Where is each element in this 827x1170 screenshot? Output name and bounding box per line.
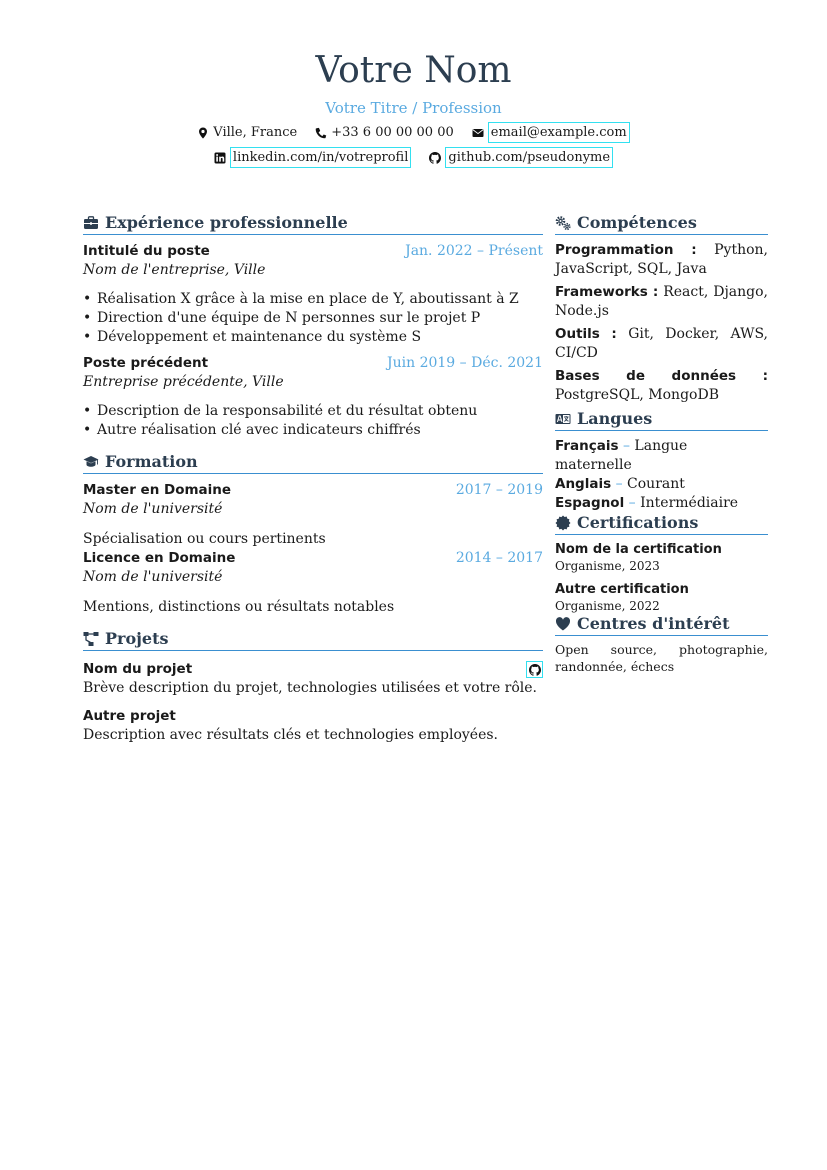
skill-value: PostgreSQL, MongoDB bbox=[555, 387, 719, 403]
job-dates: Jan. 2022 – Présent bbox=[405, 243, 543, 259]
project-github-link[interactable] bbox=[526, 661, 543, 678]
location-text: Ville, France bbox=[213, 125, 298, 140]
education-header bbox=[83, 481, 543, 500]
dash-separator: – bbox=[628, 495, 636, 511]
skill-item bbox=[555, 325, 768, 363]
linkedin-icon bbox=[214, 152, 226, 164]
education-entry bbox=[83, 481, 543, 549]
language-level: Langue maternelle bbox=[555, 438, 688, 473]
certification-item bbox=[555, 581, 768, 614]
github-link[interactable]: github.com/pseudonyme bbox=[445, 147, 613, 168]
linkedin-link[interactable]: linkedin.com/in/votreprofil bbox=[230, 147, 411, 168]
job-entry bbox=[83, 242, 543, 347]
project-entry bbox=[83, 660, 543, 698]
bullet-item: • Réalisation X grâce à la mise en place de Y, aboutissant à Z bbox=[97, 290, 543, 309]
experience-title-text: Expérience professionnelle bbox=[105, 213, 348, 232]
email-item[interactable] bbox=[472, 122, 630, 143]
language-item bbox=[555, 494, 768, 513]
bullet-item: • Direction d'une équipe de N personnes sur le projet P bbox=[97, 309, 543, 328]
heart-icon bbox=[555, 616, 571, 632]
language-name: Anglais bbox=[555, 476, 612, 492]
github-icon bbox=[429, 152, 441, 164]
dash-separator: – bbox=[622, 438, 630, 454]
job-role: Poste précédent bbox=[83, 355, 209, 371]
full-name: Votre Nom bbox=[315, 50, 512, 91]
language-name: Français bbox=[555, 438, 619, 454]
skill-value: Python, JavaScript, SQL, Java bbox=[555, 242, 768, 277]
job-dates: Juin 2019 – Déc. 2021 bbox=[387, 355, 543, 371]
envelope-icon bbox=[472, 127, 484, 139]
dash-separator: – bbox=[615, 476, 623, 492]
skills-title-text: Compétences bbox=[577, 213, 697, 232]
interests-title-text: Centres d'intérêt bbox=[577, 614, 730, 633]
project-diagram-icon bbox=[83, 631, 99, 647]
job-company: Entreprise précédente, Ville bbox=[83, 374, 284, 390]
languages-list bbox=[555, 437, 768, 513]
project-header bbox=[83, 707, 543, 726]
job-bullets bbox=[83, 402, 543, 440]
education-section-title bbox=[83, 452, 543, 474]
certification-org: Organisme, 2023 bbox=[555, 559, 660, 573]
linkedin-item[interactable] bbox=[214, 147, 411, 168]
main-column bbox=[83, 213, 543, 745]
language-level: Courant bbox=[627, 476, 685, 492]
phone-text: +33 6 00 00 00 00 bbox=[331, 125, 454, 140]
job-role: Intitulé du poste bbox=[83, 243, 210, 259]
certification-org: Organisme, 2022 bbox=[555, 599, 660, 613]
certificate-icon bbox=[555, 515, 571, 531]
skill-label: Bases de données : bbox=[555, 368, 768, 384]
skill-value: Git, Docker, AWS, CI/CD bbox=[555, 326, 768, 361]
project-name: Autre projet bbox=[83, 708, 176, 724]
certifications-section-title bbox=[555, 513, 768, 535]
education-header bbox=[83, 549, 543, 568]
skill-item bbox=[555, 367, 768, 405]
language-level: Intermédiaire bbox=[640, 495, 739, 511]
resume-header bbox=[0, 0, 827, 168]
degree-name: Master en Domaine bbox=[83, 482, 232, 498]
degree-name: Licence en Domaine bbox=[83, 550, 236, 566]
experience-section-title bbox=[83, 213, 543, 235]
interests-section-title bbox=[555, 614, 768, 636]
skills-section-title bbox=[555, 213, 768, 235]
education-dates: 2014 – 2017 bbox=[455, 550, 543, 566]
phone-item bbox=[315, 122, 454, 143]
project-description: Brève description du projet, technologies utilisées et votre rôle. bbox=[83, 680, 538, 696]
school-name: Nom de l'université bbox=[83, 501, 223, 517]
map-marker-icon bbox=[197, 127, 209, 139]
bullet-item: • Description de la responsabilité et du résultat obtenu bbox=[97, 402, 543, 421]
email-link[interactable]: email@example.com bbox=[488, 122, 630, 143]
gears-icon bbox=[555, 215, 571, 231]
certification-item bbox=[555, 541, 768, 574]
location-item bbox=[197, 122, 297, 143]
certification-name: Autre certification bbox=[555, 582, 689, 597]
contact-row-2 bbox=[0, 147, 827, 168]
contact-row-1 bbox=[0, 122, 827, 143]
skill-value: React, Django, Node.js bbox=[555, 284, 768, 319]
skill-item bbox=[555, 283, 768, 321]
languages-section-title bbox=[555, 409, 768, 431]
language-item bbox=[555, 475, 768, 494]
language-icon bbox=[555, 411, 571, 427]
project-entry bbox=[83, 707, 543, 745]
project-name: Nom du projet bbox=[83, 661, 193, 677]
certification-name: Nom de la certification bbox=[555, 542, 722, 557]
education-description: Spécialisation ou cours pertinents bbox=[83, 531, 326, 547]
project-header bbox=[83, 660, 543, 679]
job-bullets bbox=[83, 290, 543, 347]
education-title-text: Formation bbox=[105, 452, 198, 471]
education-description: Mentions, distinctions ou résultats notables bbox=[83, 599, 395, 615]
skill-label: Programmation : bbox=[555, 242, 697, 258]
job-company: Nom de l'entreprise, Ville bbox=[83, 262, 266, 278]
project-description: Description avec résultats clés et technologies employées. bbox=[83, 727, 499, 743]
skill-label: Outils : bbox=[555, 326, 617, 342]
briefcase-icon bbox=[83, 215, 99, 231]
education-dates: 2017 – 2019 bbox=[455, 482, 543, 498]
github-item[interactable] bbox=[429, 147, 613, 168]
job-header bbox=[83, 242, 543, 261]
graduation-cap-icon bbox=[83, 454, 99, 470]
bullet-item: • Autre réalisation clé avec indicateurs chiffrés bbox=[97, 421, 543, 440]
github-icon bbox=[529, 664, 541, 676]
job-entry bbox=[83, 354, 543, 440]
interests-text: Open source, photographie, randonnée, échecs bbox=[555, 642, 768, 674]
skill-label: Frameworks : bbox=[555, 284, 659, 300]
languages-title-text: Langues bbox=[577, 409, 653, 428]
job-title: Votre Titre / Profession bbox=[325, 99, 502, 117]
school-name: Nom de l'université bbox=[83, 569, 223, 585]
side-column bbox=[555, 213, 768, 675]
projects-title-text: Projets bbox=[105, 629, 169, 648]
skill-item bbox=[555, 241, 768, 279]
language-name: Espagnol bbox=[555, 495, 625, 511]
certifications-title-text: Certifications bbox=[577, 513, 699, 532]
language-item bbox=[555, 437, 768, 475]
job-header bbox=[83, 354, 543, 373]
education-entry bbox=[83, 549, 543, 617]
phone-icon bbox=[315, 127, 327, 139]
bullet-item: • Développement et maintenance du système S bbox=[97, 328, 543, 347]
projects-section-title bbox=[83, 629, 543, 651]
